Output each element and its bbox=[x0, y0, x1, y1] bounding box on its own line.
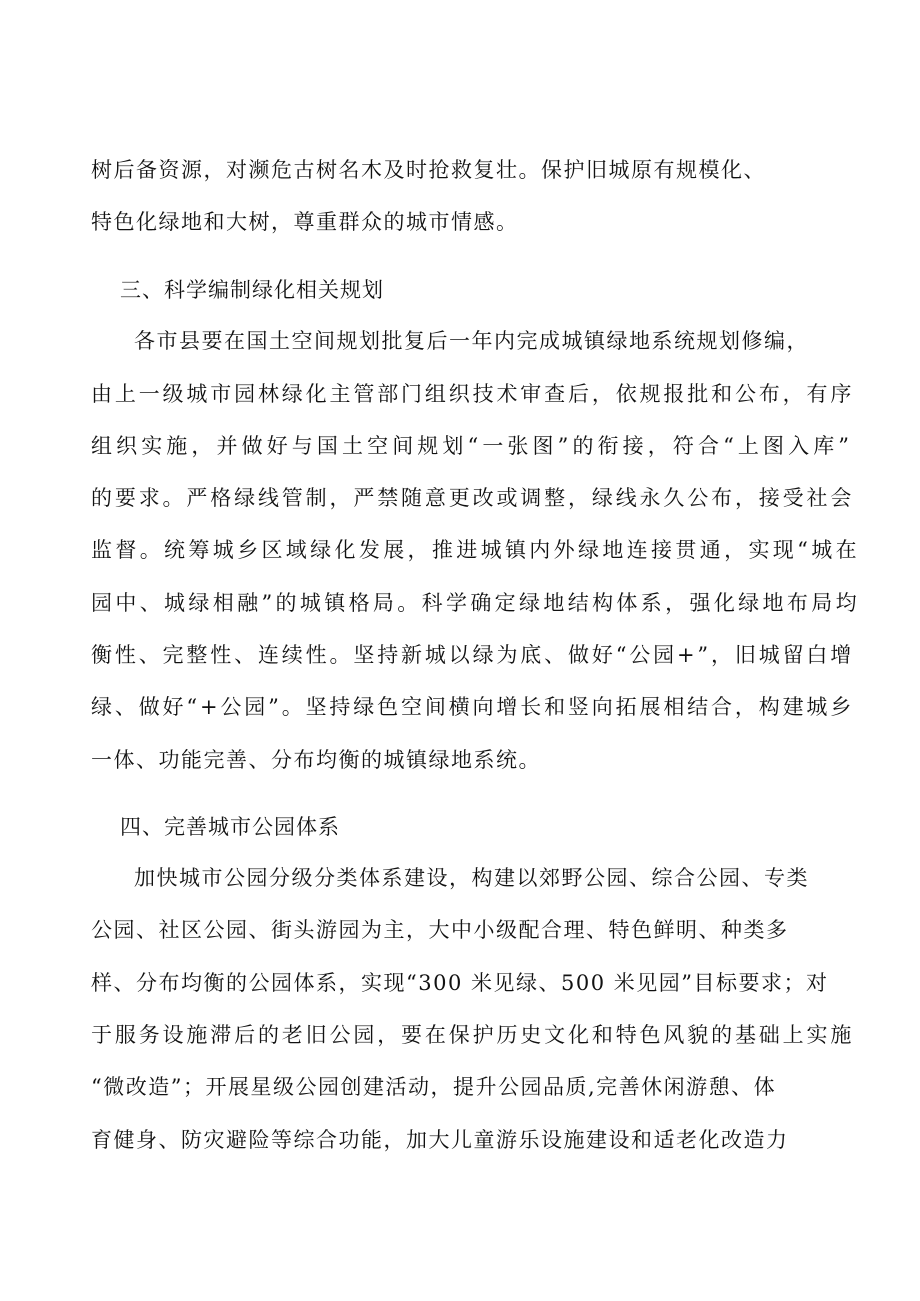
body-line: 树后备资源，对濒危古树名木及时抢救复壮。保护旧城原有规模化、 bbox=[91, 158, 766, 182]
body-line: 于服务设施滞后的老旧公园，要在保护历史文化和特色风貌的基础上实施 bbox=[91, 1023, 855, 1047]
section-heading: 三、科学编制绿化相关规划 bbox=[120, 278, 384, 302]
body-line: 一体、功能完善、分布均衡的城镇绿地系统。 bbox=[91, 748, 541, 772]
body-line: 的要求。严格绿线管制，严禁随意更改或调整，绿线永久公布，接受社会 bbox=[91, 486, 855, 510]
body-line: 组织实施，并做好与国土空间规划“一张图”的衔接，符合“上图入库” bbox=[91, 434, 854, 458]
body-line: 特色化绿地和大树，尊重群众的城市情感。 bbox=[91, 210, 519, 234]
body-line: 各市县要在国土空间规划批复后一年内完成城镇绿地系统规划修编， bbox=[134, 329, 809, 353]
body-line: 园中、城绿相融”的城镇格局。科学确定绿地结构体系，强化绿地布局均 bbox=[91, 591, 860, 615]
body-line: 育健身、防灾避险等综合功能，加大儿童游乐设施建设和适老化改造力 bbox=[91, 1128, 789, 1152]
body-line: 绿、做好“+公园”。坚持绿色空间横向增长和竖向拓展相结合，构建城乡 bbox=[91, 695, 855, 719]
body-line: 样、分布均衡的公园体系，实现“300 米见绿、500 米见园”目标要求；对 bbox=[91, 971, 829, 995]
body-line: 监督。统筹城乡区域绿化发展，推进城镇内外绿地连接贯通，实现“城在 bbox=[91, 538, 860, 562]
section-heading: 四、完善城市公园体系 bbox=[120, 815, 340, 839]
body-line: “微改造”；开展星级公园创建活动，提升公园品质,完善休闲游憩、体 bbox=[91, 1075, 777, 1099]
body-line: 公园、社区公园、街头游园为主，大中小级配合理、特色鲜明、种类多 bbox=[91, 918, 789, 942]
body-line: 加快城市公园分级分类体系建设，构建以郊野公园、综合公园、专类 bbox=[134, 866, 809, 890]
body-line: 由上一级城市园林绿化主管部门组织技术审查后，依规报批和公布，有序 bbox=[91, 382, 855, 406]
body-line: 衡性、完整性、连续性。坚持新城以绿为底、做好“公园+”，旧城留白增 bbox=[91, 643, 855, 667]
